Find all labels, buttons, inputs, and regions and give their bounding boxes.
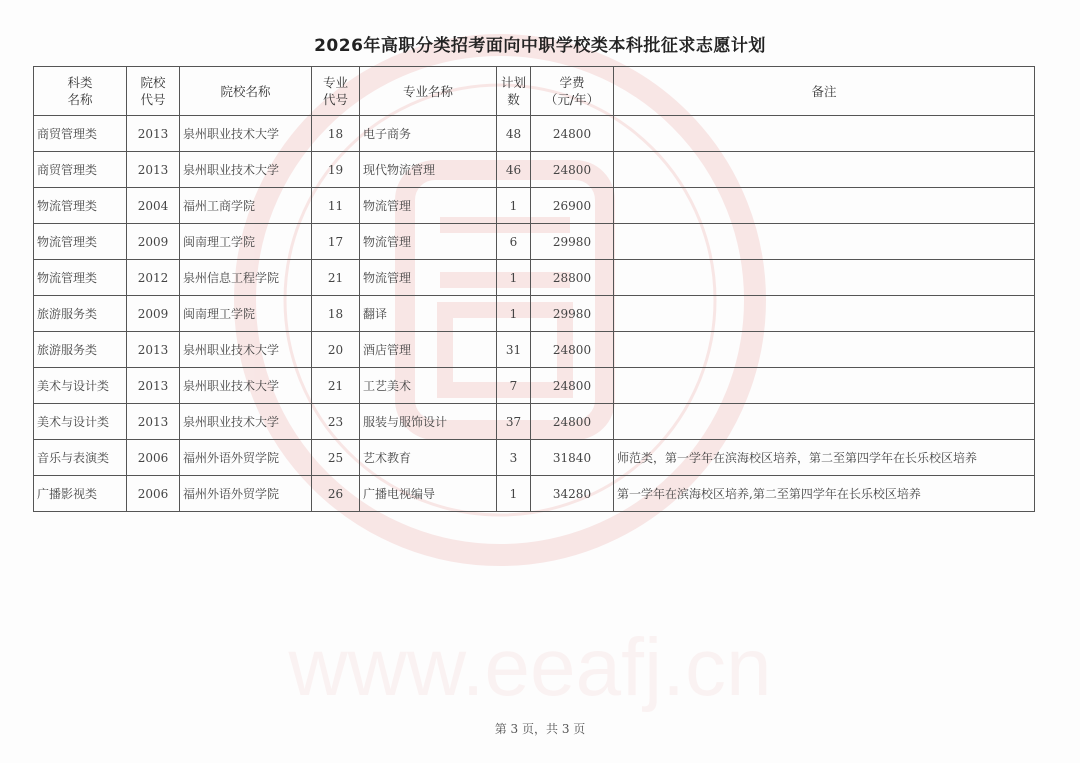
header-major-name: 专业名称 <box>360 67 497 116</box>
cell-school-name: 泉州职业技术大学 <box>180 404 312 440</box>
cell-school-code: 2013 <box>127 368 180 404</box>
cell-category: 美术与设计类 <box>34 404 127 440</box>
cell-category: 美术与设计类 <box>34 368 127 404</box>
cell-remarks <box>614 368 1035 404</box>
table-header-row <box>34 67 1035 116</box>
cell-remarks <box>614 296 1035 332</box>
cell-remarks <box>614 260 1035 296</box>
cell-tuition: 24800 <box>531 368 614 404</box>
header-school-name: 院校名称 <box>180 67 312 116</box>
enrollment-plan-table <box>33 66 1035 512</box>
table-row <box>34 152 1035 188</box>
cell-plan-count: 1 <box>497 476 531 512</box>
cell-tuition: 34280 <box>531 476 614 512</box>
cell-school-code: 2013 <box>127 332 180 368</box>
cell-school-code: 2006 <box>127 440 180 476</box>
cell-category: 旅游服务类 <box>34 296 127 332</box>
cell-major-name: 艺术教育 <box>360 440 497 476</box>
cell-remarks <box>614 404 1035 440</box>
cell-major-name: 翻译 <box>360 296 497 332</box>
cell-plan-count: 7 <box>497 368 531 404</box>
header-tuition: 学费 （元/年） <box>531 67 614 116</box>
table-row <box>34 368 1035 404</box>
cell-major-name: 服装与服饰设计 <box>360 404 497 440</box>
header-plan-count: 计划 数 <box>497 67 531 116</box>
cell-school-name: 福州工商学院 <box>180 188 312 224</box>
cell-major-name: 工艺美术 <box>360 368 497 404</box>
header-remarks: 备注 <box>614 67 1035 116</box>
table-row <box>34 332 1035 368</box>
table-row <box>34 116 1035 152</box>
table-row <box>34 296 1035 332</box>
cell-major-code: 21 <box>312 260 360 296</box>
cell-major-code: 20 <box>312 332 360 368</box>
cell-major-code: 23 <box>312 404 360 440</box>
cell-school-name: 闽南理工学院 <box>180 296 312 332</box>
cell-school-name: 泉州职业技术大学 <box>180 368 312 404</box>
cell-category: 商贸管理类 <box>34 152 127 188</box>
table-row <box>34 260 1035 296</box>
cell-tuition: 29980 <box>531 296 614 332</box>
cell-major-name: 物流管理 <box>360 260 497 296</box>
cell-major-code: 18 <box>312 296 360 332</box>
cell-major-code: 18 <box>312 116 360 152</box>
cell-tuition: 24800 <box>531 152 614 188</box>
watermark-url: www.eeafj.cn <box>288 622 772 713</box>
header-school-code: 院校 代号 <box>127 67 180 116</box>
cell-remarks <box>614 152 1035 188</box>
cell-school-code: 2013 <box>127 152 180 188</box>
cell-tuition: 24800 <box>531 404 614 440</box>
cell-plan-count: 31 <box>497 332 531 368</box>
cell-school-code: 2004 <box>127 188 180 224</box>
cell-major-name: 现代物流管理 <box>360 152 497 188</box>
page-title: 2026年高职分类招考面向中职学校类本科批征求志愿计划 <box>314 36 766 56</box>
table-row <box>34 188 1035 224</box>
table-row <box>34 404 1035 440</box>
cell-category: 音乐与表演类 <box>34 440 127 476</box>
cell-school-code: 2013 <box>127 404 180 440</box>
cell-category: 物流管理类 <box>34 188 127 224</box>
cell-tuition: 29980 <box>531 224 614 260</box>
cell-remarks: 师范类，第一学年在滨海校区培养，第二至第四学年在长乐校区培养 <box>614 440 1035 476</box>
cell-school-code: 2012 <box>127 260 180 296</box>
cell-school-name: 泉州职业技术大学 <box>180 332 312 368</box>
cell-major-name: 广播电视编导 <box>360 476 497 512</box>
cell-school-name: 闽南理工学院 <box>180 224 312 260</box>
cell-plan-count: 48 <box>497 116 531 152</box>
cell-plan-count: 6 <box>497 224 531 260</box>
cell-tuition: 28800 <box>531 260 614 296</box>
header-major-code: 专业 代号 <box>312 67 360 116</box>
cell-plan-count: 1 <box>497 260 531 296</box>
cell-school-name: 泉州职业技术大学 <box>180 152 312 188</box>
cell-school-name: 福州外语外贸学院 <box>180 440 312 476</box>
table-row <box>34 224 1035 260</box>
cell-school-code: 2013 <box>127 116 180 152</box>
cell-tuition: 31840 <box>531 440 614 476</box>
cell-major-code: 11 <box>312 188 360 224</box>
cell-tuition: 24800 <box>531 332 614 368</box>
header-category: 科类 名称 <box>34 67 127 116</box>
cell-school-name: 泉州信息工程学院 <box>180 260 312 296</box>
cell-category: 物流管理类 <box>34 260 127 296</box>
cell-category: 旅游服务类 <box>34 332 127 368</box>
cell-major-code: 26 <box>312 476 360 512</box>
cell-remarks <box>614 116 1035 152</box>
cell-remarks <box>614 224 1035 260</box>
cell-tuition: 26900 <box>531 188 614 224</box>
cell-category: 商贸管理类 <box>34 116 127 152</box>
cell-major-code: 21 <box>312 368 360 404</box>
cell-plan-count: 1 <box>497 296 531 332</box>
cell-remarks <box>614 332 1035 368</box>
cell-plan-count: 46 <box>497 152 531 188</box>
cell-major-name: 物流管理 <box>360 188 497 224</box>
cell-major-code: 19 <box>312 152 360 188</box>
page-number: 第 3 页，共 3 页 <box>494 722 586 736</box>
table-row <box>34 440 1035 476</box>
cell-school-code: 2009 <box>127 296 180 332</box>
cell-category: 广播影视类 <box>34 476 127 512</box>
cell-remarks <box>614 188 1035 224</box>
cell-remarks: 第一学年在滨海校区培养,第二至第四学年在长乐校区培养 <box>614 476 1035 512</box>
cell-major-name: 酒店管理 <box>360 332 497 368</box>
cell-school-name: 泉州职业技术大学 <box>180 116 312 152</box>
cell-school-name: 福州外语外贸学院 <box>180 476 312 512</box>
cell-major-code: 25 <box>312 440 360 476</box>
cell-major-name: 电子商务 <box>360 116 497 152</box>
cell-plan-count: 37 <box>497 404 531 440</box>
cell-tuition: 24800 <box>531 116 614 152</box>
cell-major-code: 17 <box>312 224 360 260</box>
cell-school-code: 2006 <box>127 476 180 512</box>
cell-plan-count: 1 <box>497 188 531 224</box>
cell-category: 物流管理类 <box>34 224 127 260</box>
cell-school-code: 2009 <box>127 224 180 260</box>
cell-plan-count: 3 <box>497 440 531 476</box>
cell-major-name: 物流管理 <box>360 224 497 260</box>
table-row <box>34 476 1035 512</box>
